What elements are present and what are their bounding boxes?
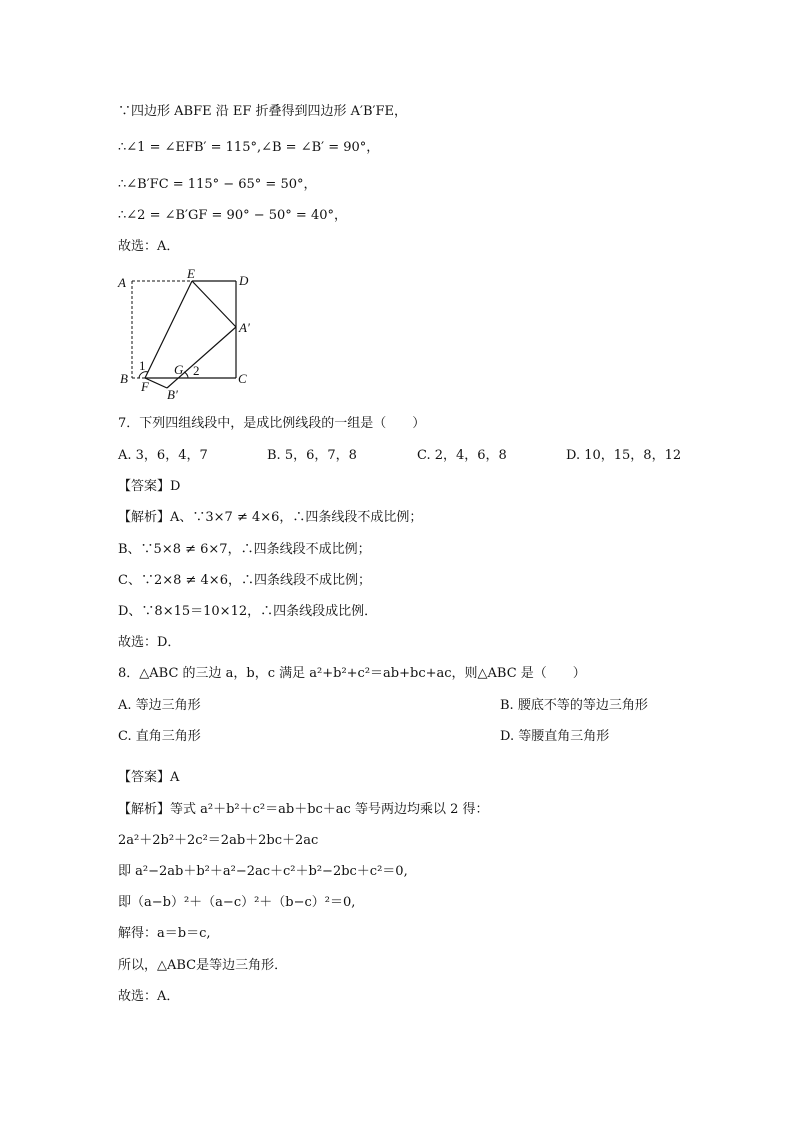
q8-analysis-line-2: 2a²＋2b²＋2c²＝2ab＋2bc＋2ac: [118, 833, 319, 848]
q7-option-c: C. 2，4，6，8: [417, 448, 507, 463]
solution-line-2: ∴∠1 = ∠EFB′ = 115°,∠B = ∠B′ = 90°，: [118, 140, 380, 155]
q7-option-a: A. 3，6，4，7: [118, 448, 208, 463]
label-angle-1: 1: [139, 358, 146, 373]
q7-answer: 【答案】D: [118, 479, 181, 494]
label-a: A: [118, 275, 126, 290]
q7-analysis-line-2: B、∵5×8 ≠ 6×7，∴四条线段不成比例；: [118, 542, 371, 557]
solution-line-3: ∴∠B′FC = 115° − 65° = 50°，: [118, 177, 317, 192]
q7-analysis-line-5: 故选：D．: [118, 635, 181, 650]
q8-analysis-line-6: 所以，△ABC是等边三角形．: [118, 958, 288, 973]
label-g: G: [174, 362, 184, 377]
q7-analysis-line-1: 【解析】A、∵3×7 ≠ 4×6，∴四条线段不成比例；: [118, 510, 423, 525]
label-angle-2: 2: [193, 363, 200, 378]
label-a-prime: A′: [239, 320, 250, 335]
q8-analysis-line-3: 即 a²−2ab＋b²＋a²−2ac＋c²＋b²−2bc＋c²＝0,: [118, 864, 408, 879]
edge-ea-prime: [192, 281, 236, 327]
folded-rectangle-figure: [112, 262, 262, 402]
q7-option-b: B. 5，6，7，8: [267, 448, 357, 463]
label-b-prime: B′: [167, 387, 178, 402]
solution-line-5: 故选：A．: [118, 239, 180, 254]
q7-question: 7．下列四组线段中，是成比例线段的一组是（ ）: [118, 416, 426, 431]
q8-analysis-line-1: 【解析】等式 a²＋b²＋c²＝ab＋bc＋ac 等号两边均乘以 2 得：: [118, 802, 489, 817]
q8-analysis-line-5: 解得：a＝b＝c,: [118, 926, 211, 941]
q8-analysis-line-4: 即（a−b）²＋（a−c）²＋（b−c）²＝0,: [118, 895, 356, 910]
q7-analysis-line-4: D、∵8×15＝10×12，∴四条线段成比例．: [118, 604, 378, 619]
q8-option-d: D. 等腰直角三角形: [500, 729, 610, 744]
solution-line-1: ∵四边形 ABFE 沿 EF 折叠得到四边形 A′B′FE，: [118, 104, 407, 119]
q8-option-c: C. 直角三角形: [118, 729, 201, 744]
label-d: D: [239, 273, 249, 288]
q8-question: 8．△ABC 的三边 a，b，c 满足 a²+b²+c²＝ab+bc+ac，则△ABC 是（ ）: [118, 666, 586, 681]
edge-a-prime-b-prime: [167, 327, 236, 388]
q8-analysis-line-7: 故选：A．: [118, 989, 180, 1004]
fold-line-ef: [145, 281, 192, 378]
q8-option-a: A. 等边三角形: [118, 698, 201, 713]
label-c: C: [238, 371, 247, 386]
q8-option-b: B. 腰底不等的等边三角形: [500, 698, 648, 713]
solution-line-4: ∴∠2 = ∠B′GF = 90° − 50° = 40°，: [118, 208, 347, 223]
label-b: B: [120, 371, 128, 386]
q8-answer: 【答案】A: [118, 770, 180, 785]
q7-option-d: D. 10，15，8，12: [566, 448, 682, 463]
q7-analysis-line-3: C、∵2×8 ≠ 4×6，∴四条线段不成比例；: [118, 573, 371, 588]
label-f: F: [141, 379, 149, 394]
label-e: E: [187, 266, 195, 281]
